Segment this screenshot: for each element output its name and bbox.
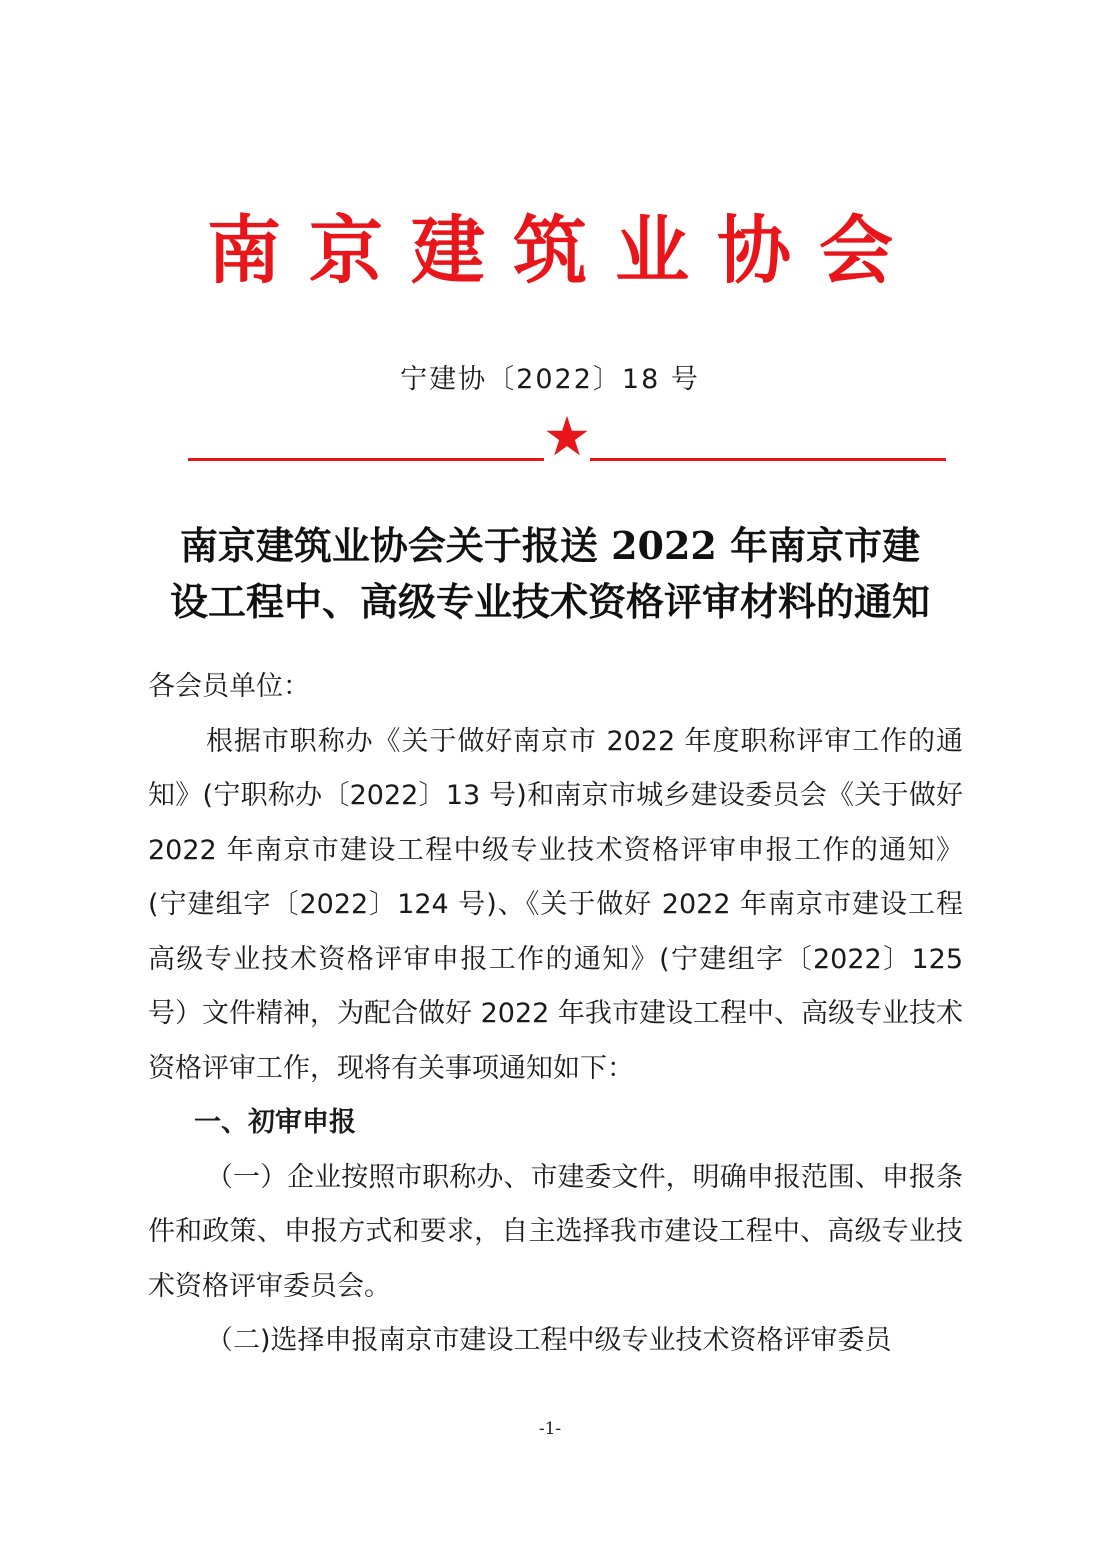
page-number: -1- bbox=[538, 1419, 562, 1439]
header-rule-left bbox=[188, 458, 544, 461]
document-body bbox=[148, 660, 963, 1369]
item-paragraph-1: （一）企业按照市职称办、市建委文件，明确申报范围、申报条件和政策、申报方式和要求，自主选择我市建设工程中、高级专业技术资格评审委员会。 bbox=[148, 1161, 963, 1302]
item-paragraph-2: （二)选择申报南京市建设工程中级专业技术资格评审委员 bbox=[206, 1325, 892, 1356]
header-rule-right bbox=[590, 458, 946, 461]
salutation: 各会员单位： bbox=[148, 671, 310, 702]
document-number: 宁建协〔2022〕18 号 bbox=[400, 364, 700, 395]
red-star-icon bbox=[545, 413, 589, 459]
notice-title-line-1: 南京建筑业协会关于报送 2022 年南京市建 bbox=[179, 523, 921, 568]
letterhead-title: 南京建筑业协会 bbox=[207, 208, 921, 294]
section-heading-1: 一、初审申报 bbox=[194, 1107, 356, 1138]
intro-paragraph: 根据市职称办《关于做好南京市 2022 年度职称评审工作的通知》(宁职称办〔2022〕13 号)和南京市城乡建设委员会《关于做好 2022 年南京市建设工程中级专业技术资格评审申报工作的通知》(宁建组字〔2022〕124 号)、《关于做好 2022 年南京市建设工程高级专业技术资格评审申报工作的通知》(宁建组字〔2022〕125 号）文件精神，为配合做好 2022 年我市建设工程中、高级专业技术资格评审工作，现将有关事项通知如下： bbox=[148, 725, 963, 1084]
notice-title-line-2: 设工程中、高级专业技术资格评审材料的通知 bbox=[169, 579, 930, 624]
notice-title bbox=[120, 518, 980, 630]
